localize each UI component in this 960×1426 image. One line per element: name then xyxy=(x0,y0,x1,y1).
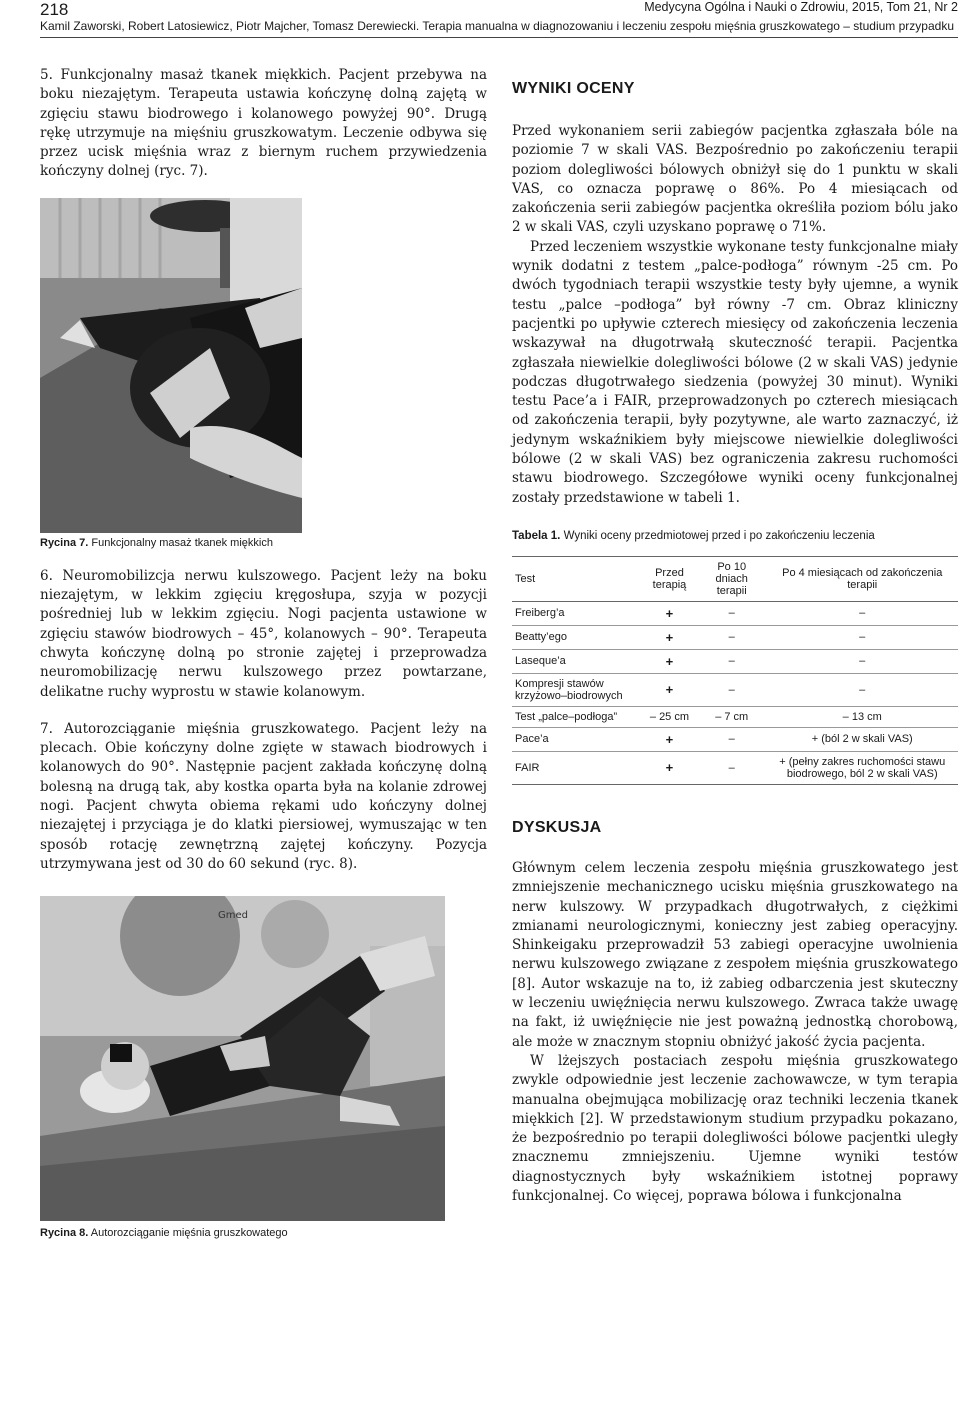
table-header-after-10-days: Po 10 dniach terapii xyxy=(715,560,748,597)
journal-title: Medycyna Ogólna i Nauki o Zdrowiu, 2015, Tom 21, Nr 2 xyxy=(644,0,958,14)
figure-8-caption-text: Autorozciąganie mięśnia gruszkowatego xyxy=(90,1227,288,1240)
table-cell: – xyxy=(859,607,866,620)
paragraph-functional-massage: 5. Funkcjonalny masaż tkanek miękkich. Pacjent przebywa na boku niezajętym. Terapeuta ustawia kończynę dolną zajętą w zgięciu stawu biodrowego i kolanowego powyżej 90°. Drugą rękę utrzymuje na mięśniu gruszkowatym. Leczenie odbywa się przez ucisk mięśnia wraz z biernym ruchem przywiedzenia kończyny dolnej (ryc. 7). xyxy=(40,67,487,180)
results-table xyxy=(512,556,958,785)
table-header-before: Przed terapią xyxy=(652,566,687,591)
table-header-after-4-months: Po 4 miesiącach od zakończenia terapii xyxy=(782,566,943,591)
table-cell: + xyxy=(665,629,674,645)
discussion-paragraph-2: W lżejszych postaciach zespołu mięśnia gruszkowatego zwykle odpowiednie jest leczenie zachowawcze, w tym terapia manualna obejmująca mobilizację oraz techniki leczenia tkanek miękkich [2]. W przedstawionym studium przypadku pokazano, że bezpośrednio po terapii dolegliwości bólowe pacjentki uległy znacznemu zmniejszeniu. Ujemne wyniki testów diagnostycznych były wskaźnikiem istotnej poprawy funkcjonalnej. Co więcej, poprawa bólowa i funkcjonalna xyxy=(512,1052,958,1204)
results-heading: WYNIKI OCENY xyxy=(512,80,635,97)
ball-brand-text: Gmed xyxy=(218,910,248,922)
table-cell: – xyxy=(728,631,735,644)
paragraph-neuromobilization: 6. Neuromobilizcja nerwu kulszowego. Pacjent leży na boku niezajętym, w lekkim zgięciu kręgosłupa, szyja w pozycji pośredniej lub w lekkim zgięciu. Nogi pacjenta ustawione w zgięciu stawów biodrowych – 45°, kolanowych – 90°. Terapeuta chwyta kończynę dolną po stronie zajętej i przeprowadza neuromobilizację nerwu kulszowego przez powtarzane, delikatne ruchy wyprostu w stawie kolanowym. xyxy=(40,567,487,700)
figure-7-label: Rycina 7. xyxy=(40,536,89,549)
table-header-test: Test xyxy=(515,572,536,585)
table-cell: Pace’a xyxy=(515,733,549,746)
page-number: 218 xyxy=(40,0,69,19)
table-1-caption xyxy=(512,530,958,542)
table-1-label: Tabela 1. xyxy=(512,529,561,542)
table-row xyxy=(512,601,958,625)
figure-7-photo xyxy=(40,198,302,533)
right-column xyxy=(512,80,958,1206)
table-cell: – xyxy=(728,733,735,746)
table-cell: Freiberg’a xyxy=(515,607,565,620)
table-cell: – xyxy=(728,607,735,620)
paragraph-self-stretching: 7. Autorozciąganie mięśnia gruszkowatego. Pacjent leży na plecach. Obie kończyny dolne zgięte w stawach biodrowych i kolanowych do 90°. Następnie pacjent zakłada kończynę dolną bolesną na drugą tak, aby kostka oparta była na kolanie zdrowej nogi. Pacjent chwyta obiema rękami udo kończyny dolnej niezajętej i przyciąga je do klatki piersiowej, wymuszając w ten sposób rotację zewnętrzną zajętej kończyny. Pozycja utrzymywana jest od 30 do 60 sekund (ryc. 8). xyxy=(40,720,487,872)
table-cell: – xyxy=(859,683,866,696)
table-cell: FAIR xyxy=(515,761,540,774)
figure-8-photo xyxy=(40,896,445,1221)
table-cell: + xyxy=(665,760,674,776)
figure-7-caption-text: Funkcjonalny masaż tkanek miękkich xyxy=(91,536,273,549)
header-rule xyxy=(40,37,958,38)
table-header-row xyxy=(512,556,958,601)
table-cell: – xyxy=(728,683,735,696)
table-cell: + xyxy=(665,605,674,621)
page-header xyxy=(40,0,958,44)
photo-massage-illustration xyxy=(40,198,302,533)
table-cell: Kompresji stawów krzyżowo–biodrowych xyxy=(515,677,623,702)
discussion-paragraph-1: Głównym celem leczenia zespołu mięśnia gruszkowatego jest zmniejszenie mechanicznego ucisku mięśnia gruszkowatego na nerw kulszowy. W przypadkach długotrwałych, z ciężkimi zmianami neurologicznymi, konieczny jest zabieg operacyjny. Shinkeigaku przeprowadził 53 zabiegi operacyjne uwolnienia nerwu kulszowego związane z zespołem mięśnia gruszkowatego [8]. Autor wskazuje na to, iż zabieg odbarczenia jest skuteczny w leczeniu uwięźnięcia nerwu kulszowego. Zwraca także uwagę na fakt, iż uwięźnięcie nie jest poważną jednostką chorobową, ale może w znacznym stopniu obniżyć jakość życia pacjenta. xyxy=(512,859,958,1050)
table-cell: Laseque’a xyxy=(515,655,566,668)
table-cell: – xyxy=(728,655,735,668)
photo-stretching-illustration xyxy=(40,896,445,1221)
table-row xyxy=(512,706,958,727)
table-cell: – xyxy=(859,631,866,644)
table-cell: + xyxy=(665,731,674,747)
table-cell: – xyxy=(859,655,866,668)
table-cell: + xyxy=(665,653,674,669)
table-row xyxy=(512,649,958,673)
table-row xyxy=(512,673,958,706)
table-cell: + (ból 2 w skali VAS) xyxy=(811,733,913,746)
results-paragraph-2: Przed leczeniem wszystkie wykonane testy funkcjonalne miały wynik dodatni z testem „palce-podłoga” równym -25 cm. Po dwóch tygodniach terapii wszystkie testy były ujemne, a wynik testu „palce –podłoga” był równy -7 cm. Obraz kliniczny pacjentki po upływie czterech miesięcy od zakończenia leczenia wskazywał na długotrwałą skuteczność terapii. Pacjentka zgłaszała niewielkie dolegliwości bólowe (2 w skali VAS) jedynie podczas długotrwałego siedzenia (powyżej 30 minut). Wyniki testu Pace’a i FAIR, przeprowadzonych po czterech miesiącach od zakończenia terapii, były pozytywne, ale warto zaznaczyć, iż jedynym wskaźnikiem były miejscowe niewielkie dolegliwości bólowe (2 w skali VAS) bez ograniczenia zakresu ruchomości stawu biodrowego. Szczegółowe wyniki oceny funkcjonalnej zostały przedstawione w tabeli 1. xyxy=(512,238,958,506)
results-paragraph-1: Przed wykonaniem serii zabiegów pacjentka zgłaszała bóle na poziomie 7 w skali VAS. Bezpośrednio po zakończeniu terapii poziom dolegliwości bólowych obniżył się do 1 punktu w skali VAS, co oznacza poprawę o 86%. Po 4 miesiącach od zakończenia serii zabiegów pacjentka określiła poziom bólu jako 2 w skali VAS, czyli uzyskano poprawę o 71%. xyxy=(512,123,958,236)
discussion-heading: DYSKUSJA xyxy=(512,818,602,836)
left-column xyxy=(40,66,487,1239)
table-cell: Beatty’ego xyxy=(515,631,567,644)
table-cell: – 25 cm xyxy=(649,710,690,723)
table-cell: – 13 cm xyxy=(842,710,882,723)
figure-8-caption xyxy=(40,1227,487,1239)
table-cell: Test „palce–podłoga” xyxy=(515,710,618,723)
table-cell: – 7 cm xyxy=(715,710,749,723)
table-1-caption-text: Wyniki oceny przedmiotowej przed i po zakończeniu leczenia xyxy=(563,529,875,542)
table-row xyxy=(512,625,958,649)
table-row xyxy=(512,751,958,784)
table-row xyxy=(512,727,958,751)
running-title: Kamil Zaworski, Robert Latosiewicz, Piotr Majcher, Tomasz Derewiecki. Terapia manualna w diagnozowaniu i leczeniu zespołu mięśnia gruszkowatego – studium przypadku xyxy=(40,19,954,33)
table-cell: + xyxy=(665,682,674,698)
table-cell: – xyxy=(728,761,735,774)
figure-8-label: Rycina 8. xyxy=(40,1227,89,1240)
table-cell: + (pełny zakres ruchomości stawu biodrowego, ból 2 w skali VAS) xyxy=(779,755,946,780)
figure-7-caption xyxy=(40,537,487,549)
